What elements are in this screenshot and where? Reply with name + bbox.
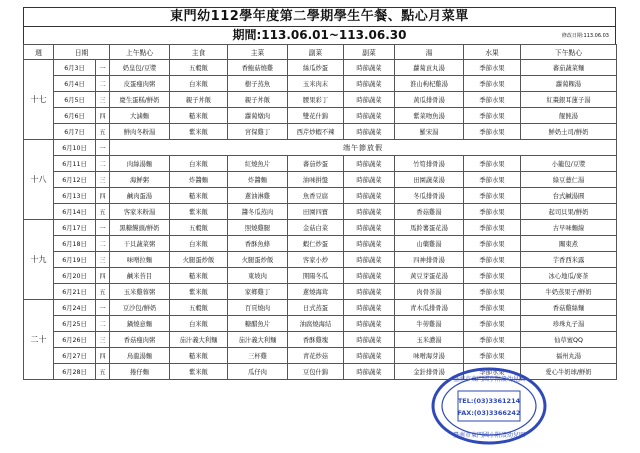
menu-cell: 玉米雞蓉粥 xyxy=(110,284,170,300)
week-label: 十七 xyxy=(24,60,54,140)
menu-cell: 豆包什錦 xyxy=(288,364,344,380)
menu-cell: 西芹炒蝦不辣 xyxy=(288,124,344,140)
menu-cell: 紫米飯 xyxy=(170,204,228,220)
menu-cell: 客家小炒 xyxy=(288,252,344,268)
menu-cell: 香菇瘦肉粥 xyxy=(110,332,170,348)
menu-cell: 季節水果 xyxy=(464,252,521,268)
menu-cell: 百頁燒肉 xyxy=(228,300,288,316)
menu-cell: 味噌海芽湯 xyxy=(395,348,464,364)
menu-cell: 黃豆芽蛋花湯 xyxy=(395,268,464,284)
menu-cell: 雙花什錦 xyxy=(288,108,344,124)
menu-cell: 白米飯 xyxy=(170,156,228,172)
revision-date: 修改日期:113.06.03 xyxy=(561,33,609,39)
menu-cell: 季節水果 xyxy=(464,92,521,108)
week-label: 十八 xyxy=(24,140,54,220)
menu-cell: 古早味麵線 xyxy=(521,220,617,236)
table-row xyxy=(24,220,617,236)
table-row xyxy=(24,92,617,108)
menu-cell: 紫米飯 xyxy=(170,284,228,300)
menu-cell: 鮮奶土司/鮮奶 xyxy=(521,124,617,140)
menu-cell: 田園蔬菜湯 xyxy=(395,172,464,188)
menu-cell: 青花炒菇 xyxy=(288,348,344,364)
menu-cell: 牛蒡雞湯 xyxy=(395,316,464,332)
table-row xyxy=(24,348,617,364)
menu-cell: 魚香豆腐 xyxy=(288,188,344,204)
menu-cell: 季節水果 xyxy=(464,364,521,380)
table-row xyxy=(24,252,617,268)
menu-cell: 季節水果 xyxy=(464,300,521,316)
menu-cell: 時節蔬菜 xyxy=(344,300,395,316)
menu-title: 東門幼112學年度第二學期學生午餐、點心月菜單 xyxy=(23,7,616,26)
table-row xyxy=(24,108,617,124)
stamp-fax: FAX:(03)3366242 xyxy=(457,409,521,417)
date-cell: 6月26日 xyxy=(54,332,96,348)
header-cell: 水果 xyxy=(464,45,521,60)
week-label: 十九 xyxy=(24,220,54,300)
holiday-cell: 端午節放假 xyxy=(110,140,617,156)
menu-cell: 時節蔬菜 xyxy=(344,188,395,204)
date-cell: 6月21日 xyxy=(54,284,96,300)
menu-sheet xyxy=(23,7,616,380)
menu-cell: 台式鹹湯圓 xyxy=(521,188,617,204)
menu-cell: 蘿蔔燉肉 xyxy=(228,108,288,124)
table-row xyxy=(24,76,617,92)
menu-cell: 時節蔬菜 xyxy=(344,92,395,108)
menu-cell: 時節蔬菜 xyxy=(344,236,395,252)
table-row xyxy=(24,172,617,188)
table-row xyxy=(24,268,617,284)
menu-cell: 炸醬麵 xyxy=(170,172,228,188)
menu-body xyxy=(24,60,617,380)
menu-cell: 冰心地瓜/麥茶 xyxy=(521,268,617,284)
weekday-cell: 四 xyxy=(96,348,110,364)
menu-cell: 蕃茄炒蛋 xyxy=(288,156,344,172)
menu-cell: 慶生蛋糕/鮮奶 xyxy=(110,92,170,108)
menu-cell: 香鮑菇燒雞 xyxy=(228,60,288,76)
menu-cell: 季節水果 xyxy=(464,316,521,332)
menu-cell: 家鄉雞丁 xyxy=(228,284,288,300)
menu-table xyxy=(23,44,617,380)
menu-cell: 牛奶蒸果子/鮮奶 xyxy=(521,284,617,300)
menu-cell: 餛飩湯 xyxy=(521,108,617,124)
weekday-cell: 二 xyxy=(96,236,110,252)
table-row xyxy=(24,60,617,76)
weekday-cell: 五 xyxy=(96,364,110,380)
date-cell: 6月12日 xyxy=(54,172,96,188)
weekday-cell: 一 xyxy=(96,300,110,316)
menu-cell: 客家米粉湯 xyxy=(110,204,170,220)
menu-cell: 季節水果 xyxy=(464,332,521,348)
menu-cell: 時節蔬菜 xyxy=(344,76,395,92)
menu-cell: 芋香西米露 xyxy=(521,252,617,268)
weekday-cell: 五 xyxy=(96,204,110,220)
menu-cell: 炸醬麵 xyxy=(228,172,288,188)
header-cell: 湯 xyxy=(395,45,464,60)
menu-cell: 瓜仔肉 xyxy=(228,364,288,380)
menu-cell: 茄汁義大利麵 xyxy=(170,332,228,348)
menu-cell: 腰果彩丁 xyxy=(288,92,344,108)
menu-cell: 玉米濃湯 xyxy=(395,332,464,348)
menu-cell: 蔥油淋雞 xyxy=(228,188,288,204)
menu-cell: 羅宋湯 xyxy=(395,124,464,140)
table-row xyxy=(24,156,617,172)
menu-cell: 奶皇包/豆漿 xyxy=(110,60,170,76)
date-cell: 6月20日 xyxy=(54,268,96,284)
menu-cell: 絲瓜炒蛋 xyxy=(288,60,344,76)
menu-cell: 照燒雞腿 xyxy=(228,220,288,236)
menu-cell: 金菇白菜 xyxy=(288,220,344,236)
menu-cell: 紫米飯 xyxy=(170,364,228,380)
menu-cell: 起司貝果/鮮奶 xyxy=(521,204,617,220)
date-cell: 6月6日 xyxy=(54,108,96,124)
table-row xyxy=(24,204,617,220)
date-cell: 6月14日 xyxy=(54,204,96,220)
menu-cell: 豆沙包/鮮奶 xyxy=(110,300,170,316)
menu-cell: 五穀飯 xyxy=(170,300,228,316)
menu-cell: 竹筍排骨湯 xyxy=(395,156,464,172)
menu-cell: 季節水果 xyxy=(464,172,521,188)
menu-cell: 季節水果 xyxy=(464,236,521,252)
menu-cell: 大滷麵 xyxy=(110,108,170,124)
weekday-cell: 二 xyxy=(96,316,110,332)
menu-cell: 季節水果 xyxy=(464,60,521,76)
header-row xyxy=(24,45,617,60)
stamp-tel: TEL:(03)3361214 xyxy=(457,397,521,405)
menu-cell: 時節蔬菜 xyxy=(344,348,395,364)
menu-cell: 肉絲湯麵 xyxy=(110,156,170,172)
date-cell: 6月17日 xyxy=(54,220,96,236)
menu-cell: 蘿蔔貢丸湯 xyxy=(395,60,464,76)
menu-cell: 鳥龍湯麵 xyxy=(110,348,170,364)
menu-cell: 親子丼飯 xyxy=(170,92,228,108)
menu-cell: 醬冬瓜蒸肉 xyxy=(228,204,288,220)
stamp-name-bottom: 臺南市東門國小附設幼兒園 xyxy=(452,432,526,439)
date-cell: 6月11日 xyxy=(54,156,96,172)
weekday-cell: 四 xyxy=(96,108,110,124)
menu-cell: 山藥雞湯 xyxy=(395,236,464,252)
menu-cell: 油腐燒海結 xyxy=(288,316,344,332)
menu-period: 期間:113.06.01~113.06.30 xyxy=(232,28,407,42)
menu-cell: 親子丼飯 xyxy=(228,92,288,108)
menu-cell: 四神排骨湯 xyxy=(395,252,464,268)
header-cell: 副菜 xyxy=(288,45,344,60)
menu-cell: 時節蔬菜 xyxy=(344,316,395,332)
menu-cell: 時節蔬菜 xyxy=(344,364,395,380)
menu-cell: 季節水果 xyxy=(464,348,521,364)
menu-cell: 紅燒魚片 xyxy=(228,156,288,172)
menu-cell: 時節蔬菜 xyxy=(344,172,395,188)
weekday-cell: 一 xyxy=(96,60,110,76)
menu-cell: 白米飯 xyxy=(170,236,228,252)
menu-cell: 香菇雞湯 xyxy=(395,204,464,220)
menu-cell: 季節水果 xyxy=(464,76,521,92)
menu-cell: 味噌拉麵 xyxy=(110,252,170,268)
menu-cell: 時節蔬菜 xyxy=(344,332,395,348)
week-label: 二十 xyxy=(24,300,54,380)
date-cell: 6月27日 xyxy=(54,348,96,364)
menu-cell: 香酥魚條 xyxy=(228,236,288,252)
menu-cell: 玉米肉末 xyxy=(288,76,344,92)
menu-cell: 季節水果 xyxy=(464,284,521,300)
stamp-name-top: 臺南市東門國小附設幼兒園 xyxy=(452,376,526,383)
menu-cell: 宮保雞丁 xyxy=(228,124,288,140)
date-cell: 6月3日 xyxy=(54,60,96,76)
date-cell: 6月13日 xyxy=(54,188,96,204)
menu-cell: 金針排骨湯 xyxy=(395,364,464,380)
table-row xyxy=(24,124,617,140)
menu-cell: 糙米飯 xyxy=(170,108,228,124)
menu-cell: 日式蒸蛋 xyxy=(288,300,344,316)
date-cell: 6月18日 xyxy=(54,236,96,252)
menu-cell: 仙草蜜QQ xyxy=(521,332,617,348)
weekday-cell: 二 xyxy=(96,76,110,92)
school-seal-stamp xyxy=(430,366,548,446)
menu-cell: 愛心牛奶球/鮮奶 xyxy=(521,364,617,380)
date-cell: 6月5日 xyxy=(54,92,96,108)
header-cell: 下午點心 xyxy=(521,45,617,60)
menu-cell: 白米飯 xyxy=(170,76,228,92)
weekday-cell: 三 xyxy=(96,252,110,268)
menu-cell: 香酥雞塊 xyxy=(288,332,344,348)
menu-cell: 時節蔬菜 xyxy=(344,204,395,220)
menu-cell: 珍珠丸子湯 xyxy=(521,316,617,332)
menu-cell: 干貝蔬菜粥 xyxy=(110,236,170,252)
menu-cell: 火腿蛋炒飯 xyxy=(170,252,228,268)
table-row xyxy=(24,284,617,300)
weekday-cell: 五 xyxy=(96,284,110,300)
menu-cell: 樹子蒸魚 xyxy=(228,76,288,92)
header-cell: 主食 xyxy=(170,45,228,60)
weekday-cell: 三 xyxy=(96,172,110,188)
date-cell: 6月24日 xyxy=(54,300,96,316)
weekday-cell: 五 xyxy=(96,124,110,140)
menu-cell: 紫菜吻魚湯 xyxy=(395,108,464,124)
menu-cell: 香菇雞絲麵 xyxy=(521,300,617,316)
weekday-cell: 三 xyxy=(96,332,110,348)
table-row xyxy=(24,188,617,204)
date-cell: 6月7日 xyxy=(54,124,96,140)
weekday-cell: 三 xyxy=(96,92,110,108)
menu-cell: 蔥燒海茸 xyxy=(288,284,344,300)
menu-cell: 紅棗銀耳蓮子湯 xyxy=(521,92,617,108)
menu-cell: 淮山枸杞雞湯 xyxy=(395,76,464,92)
header-cell: 上午點心 xyxy=(110,45,170,60)
menu-cell: 田園四寶 xyxy=(288,204,344,220)
menu-cell: 季節水果 xyxy=(464,156,521,172)
menu-cell: 火腿蛋炒飯 xyxy=(228,252,288,268)
menu-cell: 小籠包/豆漿 xyxy=(521,156,617,172)
menu-cell: 青木瓜排骨湯 xyxy=(395,300,464,316)
menu-cell: 鮮肉冬粉湯 xyxy=(110,124,170,140)
table-row xyxy=(24,332,617,348)
header-cell: 主菜 xyxy=(228,45,288,60)
period-bar xyxy=(23,26,616,44)
menu-cell: 時節蔬菜 xyxy=(344,252,395,268)
date-cell: 6月28日 xyxy=(54,364,96,380)
menu-cell: 馬鈴薯蛋花湯 xyxy=(395,220,464,236)
menu-cell: 糖醋魚片 xyxy=(228,316,288,332)
menu-cell: 季節水果 xyxy=(464,220,521,236)
menu-cell: 開陽冬瓜 xyxy=(288,268,344,284)
menu-cell: 季節水果 xyxy=(464,204,521,220)
weekday-cell: 四 xyxy=(96,268,110,284)
table-row xyxy=(24,236,617,252)
menu-cell: 糙米飯 xyxy=(170,348,228,364)
menu-cell: 蕃茄蔬菜麵 xyxy=(521,60,617,76)
menu-cell: 海鮮粥 xyxy=(110,172,170,188)
menu-cell: 季節水果 xyxy=(464,124,521,140)
date-cell: 6月4日 xyxy=(54,76,96,92)
header-cell: 副菜 xyxy=(344,45,395,60)
date-cell: 6月25日 xyxy=(54,316,96,332)
table-row xyxy=(24,316,617,332)
menu-cell: 鍋燒意麵 xyxy=(110,316,170,332)
menu-cell: 紫米飯 xyxy=(170,124,228,140)
menu-cell: 綠豆薏仁湯 xyxy=(521,172,617,188)
menu-cell: 季節水果 xyxy=(464,188,521,204)
menu-cell: 季節水果 xyxy=(464,108,521,124)
date-cell: 6月10日 xyxy=(54,140,96,156)
menu-cell: 蝦仁炒蛋 xyxy=(288,236,344,252)
menu-cell: 季節水果 xyxy=(464,268,521,284)
menu-cell: 五穀飯 xyxy=(170,220,228,236)
menu-cell: 皮蛋瘦肉粥 xyxy=(110,76,170,92)
menu-cell: 糙米飯 xyxy=(170,268,228,284)
weekday-cell: 一 xyxy=(96,220,110,236)
menu-cell: 時節蔬菜 xyxy=(344,124,395,140)
menu-cell: 油味拼盤 xyxy=(288,172,344,188)
weekday-cell: 二 xyxy=(96,156,110,172)
date-cell: 6月19日 xyxy=(54,252,96,268)
menu-cell: 黃瓜排骨湯 xyxy=(395,92,464,108)
menu-cell: 冬瓜排骨湯 xyxy=(395,188,464,204)
menu-cell: 東坡肉 xyxy=(228,268,288,284)
header-cell: 日期 xyxy=(54,45,110,60)
menu-cell: 時節蔬菜 xyxy=(344,268,395,284)
weekday-cell: 四 xyxy=(96,188,110,204)
menu-cell: 糙米飯 xyxy=(170,188,228,204)
menu-cell: 時節蔬菜 xyxy=(344,220,395,236)
menu-cell: 肉骨茶湯 xyxy=(395,284,464,300)
weekday-cell: 一 xyxy=(96,140,110,156)
table-row xyxy=(24,140,617,156)
menu-cell: 福州丸湯 xyxy=(521,348,617,364)
menu-cell: 捲仔麵 xyxy=(110,364,170,380)
menu-cell: 關東煮 xyxy=(521,236,617,252)
menu-cell: 時節蔬菜 xyxy=(344,156,395,172)
menu-cell: 五穀飯 xyxy=(170,60,228,76)
menu-cell: 時節蔬菜 xyxy=(344,108,395,124)
header-cell: 週 xyxy=(24,45,54,60)
menu-cell: 蘿蔔粿湯 xyxy=(521,76,617,92)
table-row xyxy=(24,300,617,316)
menu-cell: 時節蔬菜 xyxy=(344,60,395,76)
menu-cell: 時節蔬菜 xyxy=(344,284,395,300)
menu-cell: 三杯雞 xyxy=(228,348,288,364)
menu-cell: 黑糖饅頭/鮮奶 xyxy=(110,220,170,236)
menu-cell: 白米飯 xyxy=(170,316,228,332)
menu-cell: 鹹肉蛋湯 xyxy=(110,188,170,204)
menu-cell: 茄汁義大利麵 xyxy=(228,332,288,348)
menu-cell: 鹹米苔目 xyxy=(110,268,170,284)
